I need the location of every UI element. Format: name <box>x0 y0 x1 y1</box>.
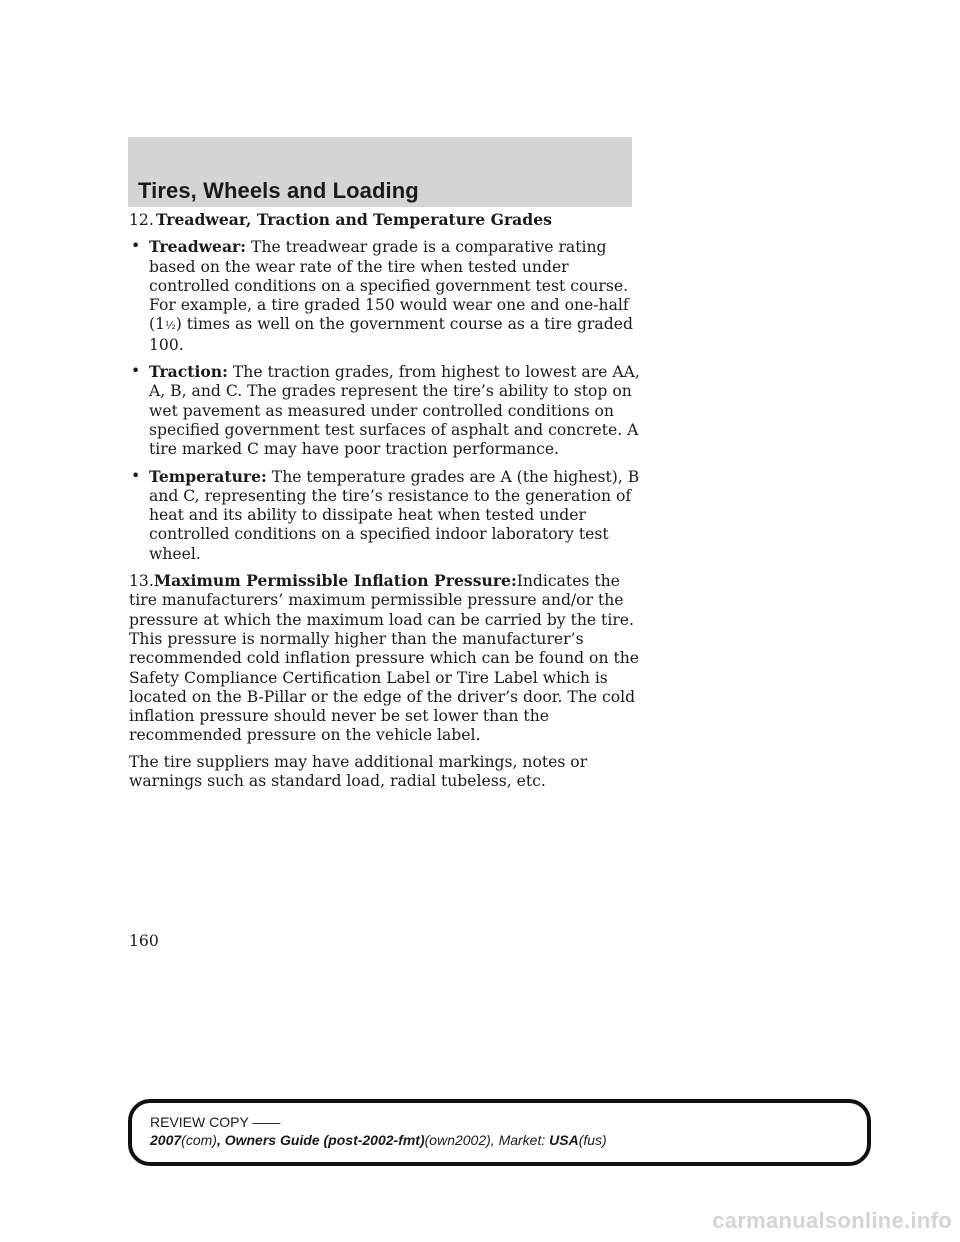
bullet-text: The traction grades, from highest to lowest are AA, A, B, and C. The grades represent the tire’s ability to stop on wet pavement as measured under controlled conditions on specified government test surfaces of asphalt and concrete. A tire marked C may have poor traction performance. <box>149 363 640 459</box>
section-title: Tires, Wheels and Loading <box>138 178 419 203</box>
review-com: (com) <box>181 1132 217 1148</box>
review-guide: , Owners Guide (post-2002-fmt) <box>216 1132 425 1148</box>
item-number: 13. <box>129 572 154 591</box>
bullet-label: Traction: <box>149 362 228 382</box>
bullet-temperature <box>129 467 644 564</box>
bullet-traction <box>129 362 644 459</box>
item-13 <box>129 571 644 746</box>
item-heading: Treadwear, Traction and Temperature Grades <box>155 210 552 229</box>
review-fus: (fus) <box>578 1132 607 1148</box>
bullet-dot-icon: • <box>131 362 141 381</box>
watermark-text: carmanualsonline.info <box>712 1208 952 1233</box>
review-own: (own2002) <box>424 1132 491 1148</box>
item-12-heading <box>129 210 644 230</box>
bullet-label: Treadwear: <box>149 237 247 257</box>
review-copy-box <box>128 1099 871 1166</box>
bullet-text: The temperature grades are A (the highest), B and C, representing the tire’s resistance to the generation of heat and its ability to dissipate heat when tested under controlled conditions on a specified indoor laboratory test wheel. <box>149 467 640 563</box>
review-market-label: , Market: <box>490 1132 550 1148</box>
review-year: 2007 <box>150 1132 182 1148</box>
review-copy-details <box>150 1132 607 1148</box>
closing-paragraph: The tire suppliers may have additional markings, notes or warnings such as standard load, radial tubeless, etc. <box>129 752 588 791</box>
page-number: 160 <box>129 932 159 950</box>
review-copy-label: REVIEW COPY —— <box>150 1114 281 1130</box>
fraction-half: ½ <box>165 319 176 333</box>
bullet-dot-icon: • <box>131 466 141 485</box>
review-market: USA <box>549 1132 579 1148</box>
page-content <box>129 210 644 798</box>
bullet-treadwear <box>129 237 644 355</box>
bullet-text: The treadwear grade is a comparative rating based on the wear rate of the tire when tested under controlled conditions on a specified government test course. For example, a tire graded 150 would wear one and one-half (1 <box>149 238 629 334</box>
item-text: Indicates the tire manufacturers’ maximum permissible pressure and/or the pressure at which the maximum load can be carried by the tire. This pressure is normally higher than the manufacturer’s recommended cold inflation pressure which can be found on the Safety Compliance Certification Label or Tire Label which is located on the B-Pillar or the edge of the driver’s door. The cold inflation pressure should never be set lower than the recommended pressure on the vehicle label. <box>129 572 639 745</box>
item-label: Maximum Permissible Inflation Pressure: <box>153 571 517 591</box>
bullet-dot-icon: • <box>131 237 141 256</box>
item-number: 12. <box>129 211 154 229</box>
bullet-text-end: ) times as well on the government course as a tire graded 100. <box>149 315 633 354</box>
bullet-label: Temperature: <box>149 466 267 486</box>
